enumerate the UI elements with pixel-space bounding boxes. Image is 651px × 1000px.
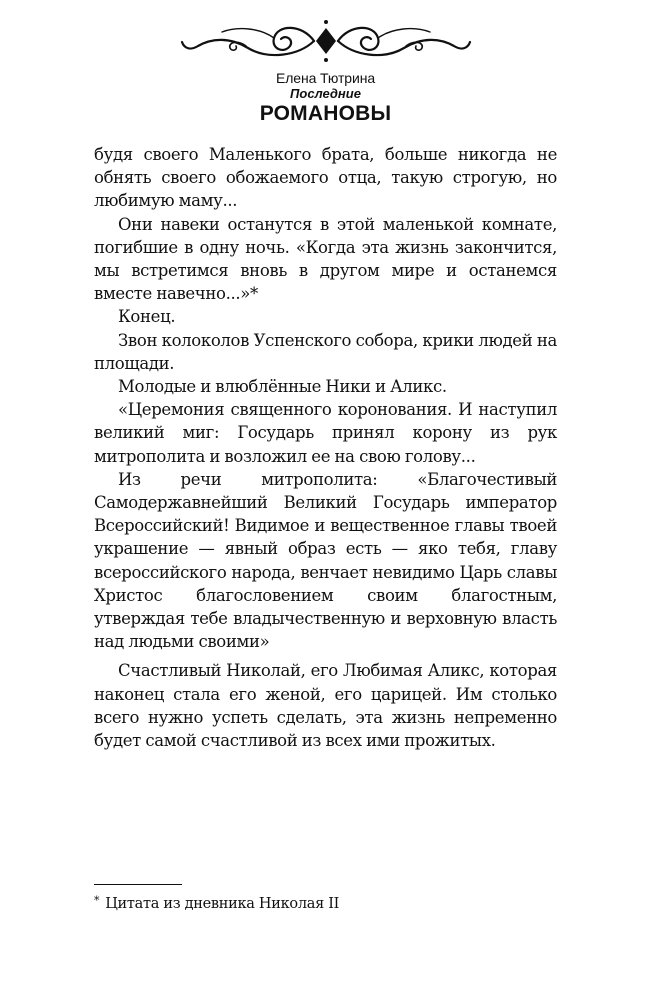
paragraph: Звон колоколов Успенского собора, крики людей на площади. [94, 330, 557, 373]
footnote-text: Цитата из дневника Николая II [105, 896, 340, 912]
footnote-divider [94, 884, 182, 885]
paragraph: Конец. [118, 307, 176, 327]
paragraph: Они навеки останутся в этой маленькой комнате, погибшие в одну ночь. «Когда эта жизнь закончится, мы встретимся вновь в другом мире и останемся вместе навечно...»* [94, 214, 557, 304]
book-subtitle: Последние [290, 86, 361, 101]
paragraph: Молодые и влюблённые Ники и Аликс. [118, 377, 447, 397]
author-name: Елена Тютрина [275, 70, 376, 86]
book-title: РОМАНОВЫ [259, 102, 392, 125]
footnote-marker: * [94, 894, 100, 907]
running-head [0, 70, 651, 126]
paragraph: Счастливый Николай, его Любимая Аликс, которая наконец стала его женой, его царицей. Им столько всего нужно успеть сделать, эта жизнь непременно будет самой счастливой из всех ими прожитых. [94, 661, 557, 751]
paragraph: «Церемония священного коронования. И наступил великий миг: Государь принял корону из рук митрополита и возложил ее на свою голову... [94, 400, 557, 466]
footnote [94, 892, 557, 913]
paragraph: будя своего Маленького брата, больше никогда не обнять своего обожаемого отца, такую строгую, но любимую маму... [94, 145, 557, 211]
paragraph: Из речи митрополита: «Благочестивый Самодержавнейший Великий Государь император Всероссийский! Видимое и вещественное главы твоей украшение — явный образ есть — яко тебя, главу всероссийского народа, венчает невидимо Царь славы Христос благословением своим благостным, утверждая тебе владычественную и верховную власть над людьми своими» [94, 469, 557, 652]
body-text [94, 143, 557, 752]
ornament-flourish-icon [178, 16, 474, 66]
